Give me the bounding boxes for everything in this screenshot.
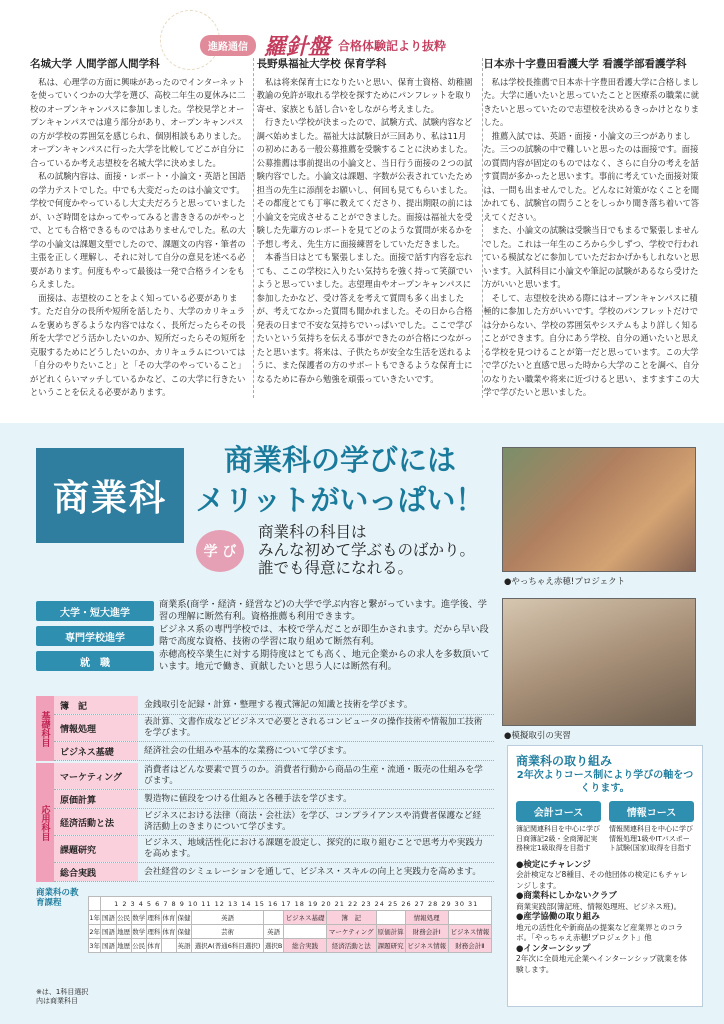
- subject-row: [54, 790, 494, 809]
- course-cell: [264, 911, 284, 925]
- torikumi-sub: 2年次よりコース制により学びの軸をつくります。: [516, 770, 694, 794]
- practice-caption: ●模擬取引の実習: [504, 731, 571, 741]
- articles: [30, 58, 700, 398]
- course-cell: [284, 925, 327, 939]
- article-paragraph: 本番当日はとても緊張しました。面接で話す内容を忘れても、ここの学校に入りたい気持ちを強く持って笑顔でいようと思っていました。志望理由やオープンキャンパスに参加したかなど、受け答えを考えて質問も多く出ましたが、考えてなかった質問も聞かれました。その日から合格発表の日まで不安な気持ちでいっぱいでした。ここで学びたいという気持ちを伝える事ができたのが合格につながったと思います。将来は、子供たちが安全な生活を送れるように、また保護者の方のサポートもできるような保育士になるために春から勉強を頑張っていきたいです。: [256, 252, 473, 384]
- course-cell: 経済活動と法: [327, 939, 376, 953]
- article-paragraph: 私の試験内容は、面接・レポート・小論文・英語と国語の学力テストでした。中でも大変だったのは小論文です。学校で何度かやっているし大丈夫だろうと思っていましたが、いざ時間をはかってやってみると書ききるのがやっとで、とても合格できるものではありませんでした。私の大学の小論文は課題文型でしたので、課題文の内容・筆者の主張を正しく理解し、それに対して自分の意見を述べる必要があります。何度もやって最後は一発で合格ラインをもらえました。: [30, 171, 246, 289]
- course-cell: 情報処理: [405, 911, 448, 925]
- subject-name: 原価計算: [54, 790, 138, 808]
- path-row: [36, 625, 494, 647]
- item-title: ●インターンシップ: [516, 943, 591, 954]
- corner-cell: [89, 897, 101, 911]
- subject-desc: ビジネス、地域活性化における課題を設定し、探究的に取り組むことで思考力や実践力を高めます。: [144, 838, 483, 859]
- course-cell: 体育: [146, 939, 161, 953]
- subject-desc: 表計算、文書作成などビジネスで必要とされるコンピュータの操作技術や情報加工技術を学びます。: [144, 717, 483, 738]
- item-text: 地元の活性化や新商品の提案など産業界とのコラボ。「やっちゃえ赤穂!プロジェクト」他: [516, 922, 684, 942]
- article-nagano: [257, 58, 474, 398]
- manabi-badge: 学 び: [196, 530, 244, 572]
- curriculum-label: 商業科の教育課程: [36, 888, 79, 908]
- curriculum-header-row: [89, 897, 492, 911]
- project-photo: [502, 447, 696, 572]
- period-numbers: 1 2 3 4 5 6 7 8 9 10 11 12 13 14 15 16 17 18 19 20 21 22 23 24 25 26 27 28 29 30 31: [101, 897, 492, 911]
- subject-name: 簿 記: [54, 696, 138, 714]
- course-cell: 選択B: [264, 939, 284, 953]
- course-cell: 保健: [176, 911, 191, 925]
- course-cell: 芸術: [192, 925, 264, 939]
- project-caption: ●やっちゃえ赤穂!プロジェクト: [504, 577, 626, 587]
- article-paragraph: そして、志望校を決める際にはオープンキャンパスに積極的に参加した方がいいです。学校のパンフレットだけでは分からない、学校の雰囲気やシステムもより詳しく知ることができます。自分にあう学校、自分の通いたいと思える学校を見つけることが第一だと思っています。この大学で学びたいと直感で思った時から大学のことを調べ、自分のなりたい職業や将来に近づけると思い、ますますこの大学で学びたいと思いました。: [483, 292, 700, 397]
- subject-row: [54, 696, 494, 715]
- course-cell: 国語: [101, 939, 116, 953]
- course-cell: 公民: [131, 939, 146, 953]
- subject-group-applied: [36, 763, 494, 882]
- course-cell: 地歴: [116, 939, 131, 953]
- subject-desc: 金銭取引を記録・計算・整理する複式簿記の知識と技術を学びます。: [144, 699, 413, 710]
- torikumi-title: 商業科の取り組み: [516, 754, 613, 768]
- course-name: 情報コース: [609, 801, 694, 822]
- group-label: 応用科目: [36, 763, 54, 882]
- column-divider: [482, 58, 483, 398]
- course-cell: 国語: [101, 925, 116, 939]
- section-headline: [190, 440, 490, 520]
- course-info: [609, 801, 694, 854]
- section-message: [258, 523, 498, 577]
- curriculum-row: [89, 911, 492, 925]
- header-subtitle: 合格体験記より抜粋: [338, 38, 447, 53]
- course-cell: [376, 911, 405, 925]
- subject-name: マーケティング: [54, 763, 138, 789]
- course-cell: 英語: [264, 925, 284, 939]
- subject-row: [54, 742, 494, 761]
- path-row: [36, 650, 494, 672]
- torikumi-item: [516, 891, 694, 912]
- subject-name: 経済活動と法: [54, 809, 138, 835]
- subject-row: [54, 763, 494, 790]
- subject-group-basic: [36, 696, 494, 761]
- page-header: [200, 30, 530, 60]
- course-name: 会計コース: [516, 801, 601, 822]
- curriculum-table: [88, 896, 492, 953]
- subject-name: 総合実践: [54, 863, 138, 881]
- subject-row: [54, 836, 494, 863]
- subject-name: ビジネス基礎: [54, 742, 138, 760]
- year-cell: 1年: [89, 911, 101, 925]
- course-list: [516, 801, 694, 854]
- course-cell: 理科: [146, 925, 161, 939]
- subject-row: [54, 715, 494, 742]
- curriculum: [36, 888, 494, 1016]
- course-cell: 国語: [101, 911, 116, 925]
- course-cell: ビジネス情報: [405, 939, 448, 953]
- article-paragraph: 私は学校長推薦で日本赤十字豊田看護大学に合格しました。大学に通いたいと思っていたことと医療系の職業に就きたいと思っていたので志望校を決めるきっかけとなりました。: [483, 76, 700, 127]
- article-paragraph: また、小論文の試験は受験当日でもまるで緊張しませんでした。これは一年生のころから少しずつ、学校で行われている模試などに参加していただおかげかもしれないと思います。入試科目に小論文や筆記の試験があるなら受けた方がいいと思います。: [483, 225, 700, 289]
- path-row: [36, 600, 494, 622]
- course-cell: 数学: [131, 925, 146, 939]
- message-line: 誰でも得意になれる。: [258, 559, 414, 577]
- course-accounting: [516, 801, 601, 854]
- curriculum-row: [89, 925, 492, 939]
- note: 内は商業科目: [36, 997, 78, 1005]
- torikumi-items: [516, 860, 694, 976]
- course-cell: ビジネス情報: [448, 925, 491, 939]
- course-cell: 選択A(普通6科目選択): [192, 939, 264, 953]
- note: ※は、1科目選択: [36, 988, 89, 996]
- year-cell: 3年: [89, 939, 101, 953]
- curriculum-notes: [36, 988, 88, 1006]
- subject-row: [54, 809, 494, 836]
- course-cell: 公民: [116, 911, 131, 925]
- course-cell: 課題研究: [376, 939, 405, 953]
- course-cell: 簿 記: [327, 911, 376, 925]
- item-title: ●検定にチャレンジ: [516, 859, 591, 870]
- subject-desc: 会社経営のシミュレーションを通して、ビジネス・スキルの向上と実践力を高めます。: [144, 866, 482, 877]
- subject-name: 課題研究: [54, 836, 138, 862]
- course-cell: 英語: [176, 939, 191, 953]
- message-line: みんな初めて学ぶものばかり。: [258, 541, 476, 559]
- group-label: 基礎科目: [36, 696, 54, 761]
- subject-row: [54, 863, 494, 882]
- article-paragraph: 面接は、志望校のことをよく知っている必要があります。ただ自分の長所や短所を話したり、大学のカリキュラムを褒めちぎるような内容ではなく、長所だったらその長所を大学でどう活かしたいのか、短所だったらその短所を克服するためにどうしたいのか、カリキュラムについては「自分のやりたいこと」と「その大学のやっていること」がどれくらいマッチしているかなど、この大学に行きたいということを伝える必要があります。: [30, 292, 246, 397]
- article-heading: 長野県福祉大学校 保育学科: [256, 58, 387, 70]
- path-text: 赤穂高校卒業生に対する期待度はとても高く、地元企業からの求人を多数頂いています。地元で働き、貢献したいと思う人には断然有利。: [159, 649, 490, 672]
- curriculum-row: [89, 939, 492, 953]
- path-text: 商業系(商学・経済・経営など)の大学で学ぶ内容と繋がっています。進学後、学習の理解に断然有利。資格推薦も利用できます。: [159, 599, 487, 622]
- item-title: ●産学協働の取り組み: [516, 912, 600, 922]
- item-text: 会計検定など8種目、その他団体の検定にもチャレンジします。: [516, 870, 688, 890]
- subject-desc: ビジネスにおける法律（商法・会社法）を学び、コンプライアンスや消費者保護など経済活動上のきまりについて学びます。: [144, 811, 482, 832]
- column-divider: [253, 58, 254, 398]
- path-label: 大学・短大進学: [36, 601, 154, 621]
- article-paragraph: 行きたい学校が決まったので、試験方式、試験内容など調べ始めました。福祉大は試験日が三回あり、私は11月の初めにある一般公募推薦を受験することに決めました。公募推薦は事前提出の小論文と、当日行う面接の２つの試験内容でした。小論文は課題、字数が公表されていたため担当の先生に添削をお願いし、何回も見てもらいました。その都度とても丁寧に教えてくださり、提出期限の前には小論文を完成させることができました。面接は福祉大を受験した先輩方のレポートを見てどのような質問が来るかを予想し考え、先生方に面接練習をしていただきました。: [256, 117, 473, 249]
- headline-line1: 商業科の学びには: [223, 443, 456, 477]
- message-line: 商業科の科目は: [258, 523, 367, 541]
- course-cell: 数学: [131, 911, 146, 925]
- article-heading: 日本赤十字豊田看護大学 看護学部看護学科: [483, 58, 687, 70]
- path-label: 就 職: [36, 651, 154, 671]
- subject-desc: 消費者はどんな要素で買うのか。消費者行動から商品の生産・流通・販売の仕組みを学びます。: [144, 765, 483, 786]
- career-paths: [36, 600, 494, 675]
- subject-name: 情報処理: [54, 715, 138, 741]
- article-heading: 名城大学 人間学部人間学科: [30, 58, 160, 70]
- torikumi-item: [516, 860, 694, 892]
- practice-photo: [502, 598, 696, 726]
- course-cell: 財務会計Ⅰ: [405, 925, 448, 939]
- year-cell: 2年: [89, 925, 101, 939]
- path-label: 専門学校進学: [36, 626, 154, 646]
- torikumi-item: [516, 944, 694, 976]
- course-desc: 情報関連科目を中心に学び情報処理1級やITパスポート試験(国家)取得を目指す: [609, 825, 693, 852]
- subject-desc: 経済社会の仕組みや基本的な業務について学びます。: [144, 745, 352, 756]
- headline-line2: メリットがいっぱい！: [195, 483, 485, 517]
- subject-table: [36, 696, 494, 884]
- article-toyota: [483, 58, 700, 398]
- course-cell: 体育: [161, 925, 176, 939]
- torikumi-item: [516, 912, 694, 944]
- path-text: ビジネス系の専門学校では、本校で学んだことが即生かされます。だから早い段階で高度な資格、技術の学習に取り組めて断然有利。: [159, 624, 489, 647]
- course-cell: [448, 911, 491, 925]
- course-cell: 財務会計Ⅱ: [448, 939, 491, 953]
- course-desc: 簿記関連科目を中心に学び日商簿記2級・全商簿記実務検定1級取得を目指す: [516, 825, 600, 852]
- course-cell: マーケティング: [327, 925, 376, 939]
- item-text: 2年次に全員地元企業へインターンシップ就業を体験します。: [516, 954, 688, 974]
- torikumi-box: [507, 745, 703, 1007]
- course-cell: 英語: [192, 911, 264, 925]
- article-meijo: [30, 58, 247, 398]
- course-cell: ビジネス基礎: [284, 911, 327, 925]
- header-tag: 進路通信: [200, 35, 256, 56]
- course-cell: 原価計算: [376, 925, 405, 939]
- section-badge: 商業科: [36, 448, 184, 543]
- course-cell: 地歴: [116, 925, 131, 939]
- subject-desc: 製造物に値段をつける仕組みと各種手法を学びます。: [144, 793, 352, 804]
- article-paragraph: 私は将来保育士になりたいと思い、保育士資格、幼稚園教諭の免許が取れる学校を探すためにパンフレットを取り寄せ、家族とも話し合いをしながら考えました。: [256, 76, 473, 114]
- item-title: ●商業科にしかないクラブ: [516, 891, 617, 901]
- header-title: 羅針盤: [264, 33, 331, 60]
- course-cell: 保健: [176, 925, 191, 939]
- course-cell: 体育: [161, 911, 176, 925]
- article-paragraph: 私は、心理学の方面に興味があったのでインターネットを使っていくつかの大学を選び、高校二年生の夏休みに二校のオープンキャンパスに参加しました。学校見学とオープンキャンパスでは違う部分があり、オープンキャンパスの方が学校の雰囲気を感じられ、個別相談もありました。オープンキャンパスに行った大学を比較してどこが自分に合っているか考え志望校を名城大学に決めました。: [30, 76, 247, 168]
- course-cell: 総合実践: [284, 939, 327, 953]
- article-paragraph: 推薦入試では、英語・面接・小論文の三つがありました。三つの試験の中で難しいと思ったのは面接です。面接の質問内容が固定のものではなく、さらに自分の考えを話す質問が多かったと思います。事前に考えていた面接対策は、一問も出ませんでした。どんなに対策がなくことを聞かれても、試験官の問うことをしっかり聞き落ち着いて答えてください。: [483, 130, 700, 222]
- item-text: 商業実践部(簿記班、情報処理班、ビジネス班)。: [516, 901, 682, 911]
- course-cell: [161, 939, 176, 953]
- course-cell: 理科: [146, 911, 161, 925]
